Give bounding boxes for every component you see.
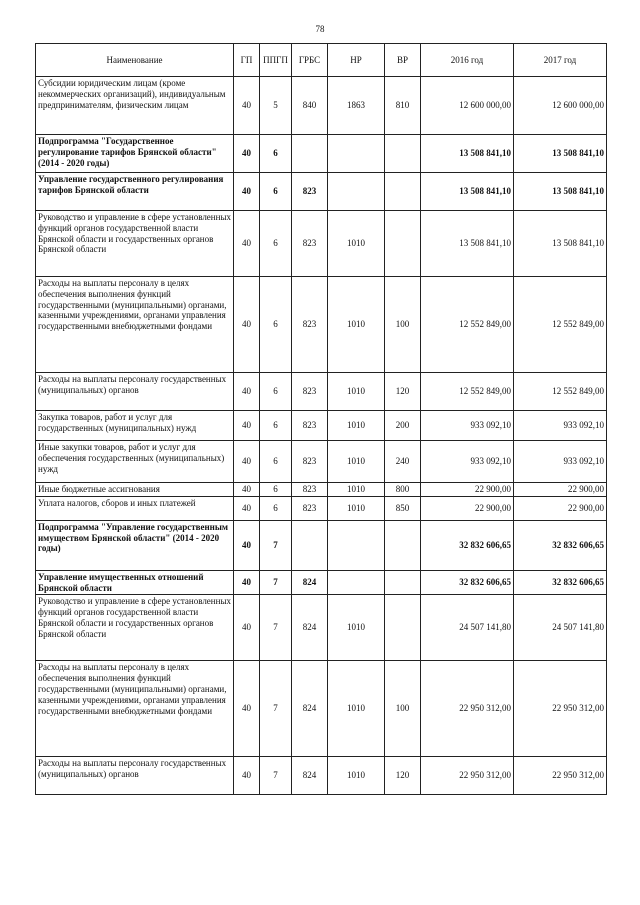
- table-row: [36, 277, 607, 373]
- row-2016-cell: 32 832 606,65: [421, 570, 514, 595]
- table-row: [36, 411, 607, 441]
- row-pgp-cell: 6: [260, 411, 292, 441]
- row-pgp-cell: 6: [260, 441, 292, 483]
- row-2016-cell: 22 950 312,00: [421, 757, 514, 795]
- row-pgp-cell: 7: [260, 520, 292, 570]
- row-2017-cell: 32 832 606,65: [514, 570, 607, 595]
- row-grbs-cell: 823: [292, 373, 328, 411]
- row-pgp-cell: 6: [260, 483, 292, 497]
- row-vr-cell: 100: [385, 661, 421, 757]
- row-name-cell: Субсидии юридическим лицам (кроме некоммерческих организаций), индивидуальным предпринимателям, физическим лицам: [36, 77, 234, 135]
- row-pgp-cell: 6: [260, 496, 292, 520]
- row-nr-cell: 1010: [328, 277, 385, 373]
- row-name-cell: Подпрограмма "Государственное регулирование тарифов Брянской области" (2014 - 2020 годы): [36, 135, 234, 173]
- row-gp-cell: 40: [234, 661, 260, 757]
- row-2017-cell: 22 950 312,00: [514, 757, 607, 795]
- header-2016: 2016 год: [421, 44, 514, 77]
- table-row: [36, 595, 607, 661]
- header-nr: НР: [328, 44, 385, 77]
- row-name-cell: Уплата налогов, сборов и иных платежей: [36, 496, 234, 520]
- row-pgp-cell: 7: [260, 570, 292, 595]
- page-number: 78: [315, 24, 325, 34]
- row-gp-cell: 40: [234, 211, 260, 277]
- row-nr-cell: 1010: [328, 757, 385, 795]
- row-grbs-cell: 823: [292, 277, 328, 373]
- row-nr-cell: 1010: [328, 595, 385, 661]
- row-vr-cell: 850: [385, 496, 421, 520]
- row-2017-cell: 13 508 841,10: [514, 211, 607, 277]
- row-pgp-cell: 7: [260, 757, 292, 795]
- row-2017-cell: 12 552 849,00: [514, 373, 607, 411]
- row-vr-cell: 120: [385, 373, 421, 411]
- row-grbs-cell: 823: [292, 441, 328, 483]
- row-vr-cell: 810: [385, 77, 421, 135]
- row-2016-cell: 12 600 000,00: [421, 77, 514, 135]
- row-grbs-cell: 824: [292, 757, 328, 795]
- row-pgp-cell: 7: [260, 595, 292, 661]
- row-2016-cell: 24 507 141,80: [421, 595, 514, 661]
- row-pgp-cell: 5: [260, 77, 292, 135]
- row-vr-cell: [385, 520, 421, 570]
- row-2017-cell: 13 508 841,10: [514, 173, 607, 211]
- row-gp-cell: 40: [234, 411, 260, 441]
- row-2016-cell: 12 552 849,00: [421, 373, 514, 411]
- row-gp-cell: 40: [234, 135, 260, 173]
- row-gp-cell: 40: [234, 496, 260, 520]
- row-pgp-cell: 7: [260, 661, 292, 757]
- row-2017-cell: 32 832 606,65: [514, 520, 607, 570]
- row-name-cell: Иные бюджетные ассигнования: [36, 483, 234, 497]
- row-gp-cell: 40: [234, 441, 260, 483]
- row-gp-cell: 40: [234, 77, 260, 135]
- row-name-cell: Руководство и управление в сфере установленных функций органов государственной власти Брянской области и государственных органов Брянской области: [36, 211, 234, 277]
- row-2017-cell: 12 600 000,00: [514, 77, 607, 135]
- row-grbs-cell: 840: [292, 77, 328, 135]
- row-2016-cell: 22 950 312,00: [421, 661, 514, 757]
- table-row: [36, 135, 607, 173]
- table-row: [36, 373, 607, 411]
- row-pgp-cell: 6: [260, 277, 292, 373]
- row-vr-cell: [385, 135, 421, 173]
- row-grbs-cell: 823: [292, 173, 328, 211]
- row-name-cell: Расходы на выплаты персоналу государственных (муниципальных) органов: [36, 373, 234, 411]
- row-gp-cell: 40: [234, 520, 260, 570]
- row-2017-cell: 24 507 141,80: [514, 595, 607, 661]
- row-2016-cell: 13 508 841,10: [421, 173, 514, 211]
- row-gp-cell: 40: [234, 173, 260, 211]
- row-gp-cell: 40: [234, 595, 260, 661]
- row-2016-cell: 13 508 841,10: [421, 135, 514, 173]
- header-name: Наименование: [36, 44, 234, 77]
- row-gp-cell: 40: [234, 277, 260, 373]
- row-2016-cell: 13 508 841,10: [421, 211, 514, 277]
- row-2016-cell: 12 552 849,00: [421, 277, 514, 373]
- row-nr-cell: [328, 570, 385, 595]
- row-grbs-cell: 824: [292, 570, 328, 595]
- row-nr-cell: 1863: [328, 77, 385, 135]
- row-gp-cell: 40: [234, 570, 260, 595]
- row-grbs-cell: [292, 520, 328, 570]
- row-name-cell: Управление государственного регулирования тарифов Брянской области: [36, 173, 234, 211]
- budget-table: [35, 43, 607, 795]
- row-2016-cell: 22 900,00: [421, 483, 514, 497]
- row-vr-cell: [385, 570, 421, 595]
- header-grbs: ГРБС: [292, 44, 328, 77]
- row-vr-cell: [385, 211, 421, 277]
- row-gp-cell: 40: [234, 757, 260, 795]
- table-row: [36, 520, 607, 570]
- header-pgp: ППГП: [260, 44, 292, 77]
- table-row: [36, 757, 607, 795]
- row-2017-cell: 933 092,10: [514, 411, 607, 441]
- row-nr-cell: 1010: [328, 483, 385, 497]
- row-nr-cell: 1010: [328, 373, 385, 411]
- row-name-cell: Расходы на выплаты персоналу государственных (муниципальных) органов: [36, 757, 234, 795]
- row-name-cell: Расходы на выплаты персоналу в целях обеспечения выполнения функций государственными (муниципальными) органами, казенными учреждениями, органами управления государственными внебюджетными фондами: [36, 661, 234, 757]
- table-row: [36, 173, 607, 211]
- row-name-cell: Управление имущественных отношений Брянской области: [36, 570, 234, 595]
- table-row: [36, 77, 607, 135]
- table-row: [36, 483, 607, 497]
- row-grbs-cell: 823: [292, 211, 328, 277]
- row-grbs-cell: 823: [292, 411, 328, 441]
- row-vr-cell: 240: [385, 441, 421, 483]
- row-vr-cell: [385, 173, 421, 211]
- row-2017-cell: 22 900,00: [514, 496, 607, 520]
- row-2016-cell: 22 900,00: [421, 496, 514, 520]
- row-pgp-cell: 6: [260, 135, 292, 173]
- row-pgp-cell: 6: [260, 211, 292, 277]
- row-2017-cell: 933 092,10: [514, 441, 607, 483]
- row-nr-cell: 1010: [328, 411, 385, 441]
- row-2016-cell: 933 092,10: [421, 411, 514, 441]
- row-name-cell: Руководство и управление в сфере установленных функций органов государственной власти Брянской области и государственных органов Брянской области: [36, 595, 234, 661]
- row-2016-cell: 933 092,10: [421, 441, 514, 483]
- row-grbs-cell: 824: [292, 661, 328, 757]
- row-vr-cell: 100: [385, 277, 421, 373]
- row-2017-cell: 13 508 841,10: [514, 135, 607, 173]
- row-2017-cell: 12 552 849,00: [514, 277, 607, 373]
- row-name-cell: Расходы на выплаты персоналу в целях обеспечения выполнения функций государственными (муниципальными) органами, казенными учреждениями, органами управления государственными внебюджетными фондами: [36, 277, 234, 373]
- row-nr-cell: 1010: [328, 496, 385, 520]
- row-nr-cell: 1010: [328, 441, 385, 483]
- row-nr-cell: [328, 520, 385, 570]
- table-row: [36, 441, 607, 483]
- row-nr-cell: [328, 173, 385, 211]
- table-header-row: [36, 44, 607, 77]
- table-row: [36, 211, 607, 277]
- row-name-cell: Иные закупки товаров, работ и услуг для обеспечения государственных (муниципальных) нужд: [36, 441, 234, 483]
- table-row: [36, 661, 607, 757]
- row-grbs-cell: 824: [292, 595, 328, 661]
- table-row: [36, 496, 607, 520]
- row-nr-cell: 1010: [328, 661, 385, 757]
- row-2017-cell: 22 950 312,00: [514, 661, 607, 757]
- row-2017-cell: 22 900,00: [514, 483, 607, 497]
- header-gp: ГП: [234, 44, 260, 77]
- row-2016-cell: 32 832 606,65: [421, 520, 514, 570]
- table-row: [36, 570, 607, 595]
- row-nr-cell: 1010: [328, 211, 385, 277]
- row-gp-cell: 40: [234, 373, 260, 411]
- row-vr-cell: [385, 595, 421, 661]
- header-2017: 2017 год: [514, 44, 607, 77]
- header-vr: ВР: [385, 44, 421, 77]
- row-name-cell: Закупка товаров, работ и услуг для государственных (муниципальных) нужд: [36, 411, 234, 441]
- row-vr-cell: 200: [385, 411, 421, 441]
- row-vr-cell: 120: [385, 757, 421, 795]
- row-pgp-cell: 6: [260, 373, 292, 411]
- row-grbs-cell: 823: [292, 496, 328, 520]
- row-vr-cell: 800: [385, 483, 421, 497]
- row-nr-cell: [328, 135, 385, 173]
- row-name-cell: Подпрограмма "Управление государственным имуществом Брянской области" (2014 - 2020 годы): [36, 520, 234, 570]
- row-pgp-cell: 6: [260, 173, 292, 211]
- row-gp-cell: 40: [234, 483, 260, 497]
- row-grbs-cell: 823: [292, 483, 328, 497]
- row-grbs-cell: [292, 135, 328, 173]
